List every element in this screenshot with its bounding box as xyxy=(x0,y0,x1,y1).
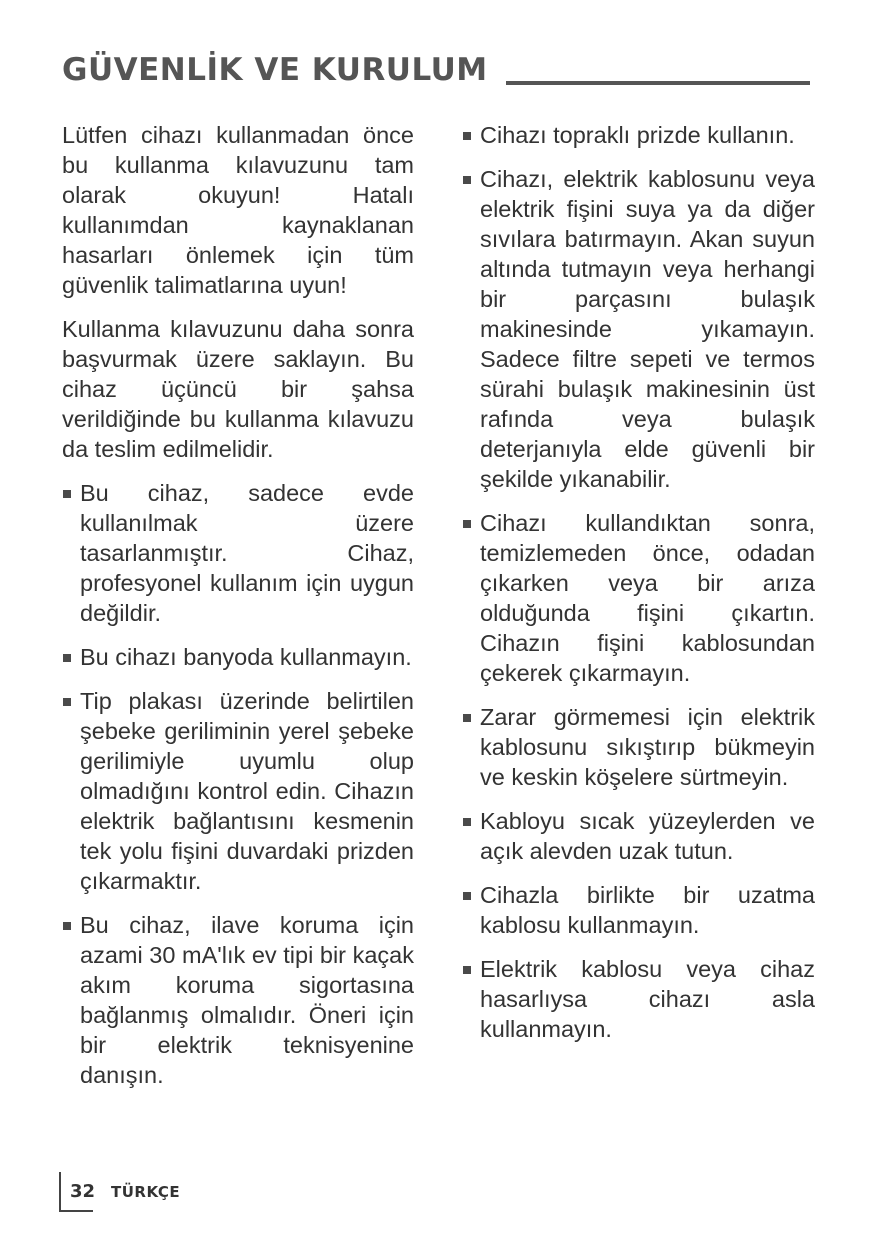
list-item-text: Cihazı kullandıktan sonra, temizlemeden önce, odadan çıkarken veya bir arıza olduğunda fişini çıkartın. Cihazın fişini kablosundan çekerek çıkarmayın. xyxy=(480,510,815,686)
page-header xyxy=(62,40,810,86)
list-item xyxy=(462,508,815,688)
page-number: 32 xyxy=(70,1181,96,1202)
square-bullet-icon xyxy=(63,698,71,706)
list-item xyxy=(462,954,815,1044)
list-item-text: Bu cihaz, sadece evde kullanılmak üzere tasarlanmıştır. Cihaz, profesyonel kullanım için uygun değildir. xyxy=(80,480,414,626)
square-bullet-icon xyxy=(463,818,471,826)
square-bullet-icon xyxy=(63,922,71,930)
list-item-text: Cihazla birlikte bir uzatma kablosu kullanmayın. xyxy=(480,882,815,938)
list-item xyxy=(62,642,414,672)
list-item-text: Zarar görmemesi için elektrik kablosunu sıkıştırıp bükmeyin ve keskin köşelere sürtmeyin. xyxy=(480,704,815,790)
list-item xyxy=(462,120,815,150)
intro-paragraph: Lütfen cihazı kullanmadan önce bu kullanma kılavuzunu tam olarak okuyun! Hatalı kullanımdan kaynaklanan hasarları önlemek için tüm güvenlik talimatlarına uyun! xyxy=(62,122,414,298)
page-footer xyxy=(59,1172,259,1212)
square-bullet-icon xyxy=(463,966,471,974)
header-rule xyxy=(506,81,810,85)
list-item-text: Tip plakası üzerinde belirtilen şebeke geriliminin yerel şebeke gerilimiyle uyumlu olup olmadığını kontrol edin. Cihazın elektrik bağlantısını kesmenin tek yolu fişini duvardaki prizden çıkarmaktır. xyxy=(80,688,414,894)
language-label: TÜRKÇE xyxy=(111,1183,181,1201)
right-column xyxy=(462,120,815,1058)
safety-list-left xyxy=(62,478,414,1090)
square-bullet-icon xyxy=(463,132,471,140)
square-bullet-icon xyxy=(63,654,71,662)
square-bullet-icon xyxy=(463,714,471,722)
list-item-text: Cihazı, elektrik kablosunu veya elektrik fişini suya ya da diğer sıvılara batırmayın. Akan suyun altında tutmayın veya herhangi bir parçasını bulaşık makinesinde yıkamayın. Sadece filtre sepeti ve termos sürahi bulaşık makinesinin üst rafında veya bulaşık deterjanıyla elde güvenli bir şekilde yıkanabilir. xyxy=(480,166,815,492)
square-bullet-icon xyxy=(63,490,71,498)
list-item-text: Cihazı topraklı prizde kullanın. xyxy=(480,122,795,148)
list-item xyxy=(462,702,815,792)
list-item xyxy=(462,806,815,866)
list-item xyxy=(462,164,815,494)
list-item-text: Kabloyu sıcak yüzeylerden ve açık alevden uzak tutun. xyxy=(480,808,815,864)
square-bullet-icon xyxy=(463,176,471,184)
section-title: GÜVENLİK VE KURULUM xyxy=(62,52,488,88)
intro-paragraph: Kullanma kılavuzunu daha sonra başvurmak üzere saklayın. Bu cihaz üçüncü bir şahsa verildiğinde bu kullanma kılavuzu da teslim edilmelidir. xyxy=(62,316,414,462)
square-bullet-icon xyxy=(463,520,471,528)
footer-rule xyxy=(59,1210,93,1212)
safety-list-right xyxy=(462,120,815,1044)
list-item-text: Bu cihaz, ilave koruma için azami 30 mA'lık ev tipi bir kaçak akım koruma sigortasına bağlanmış olmalıdır. Öneri için bir elektrik teknisyenine danışın. xyxy=(80,912,414,1088)
list-item xyxy=(62,478,414,628)
list-item-text: Elektrik kablosu veya cihaz hasarlıysa cihazı asla kullanmayın. xyxy=(480,956,815,1042)
left-column xyxy=(62,120,414,1104)
square-bullet-icon xyxy=(463,892,471,900)
list-item xyxy=(62,910,414,1090)
list-item xyxy=(62,686,414,896)
footer-rule xyxy=(59,1172,61,1212)
list-item-text: Bu cihazı banyoda kullanmayın. xyxy=(80,644,412,670)
list-item xyxy=(462,880,815,940)
